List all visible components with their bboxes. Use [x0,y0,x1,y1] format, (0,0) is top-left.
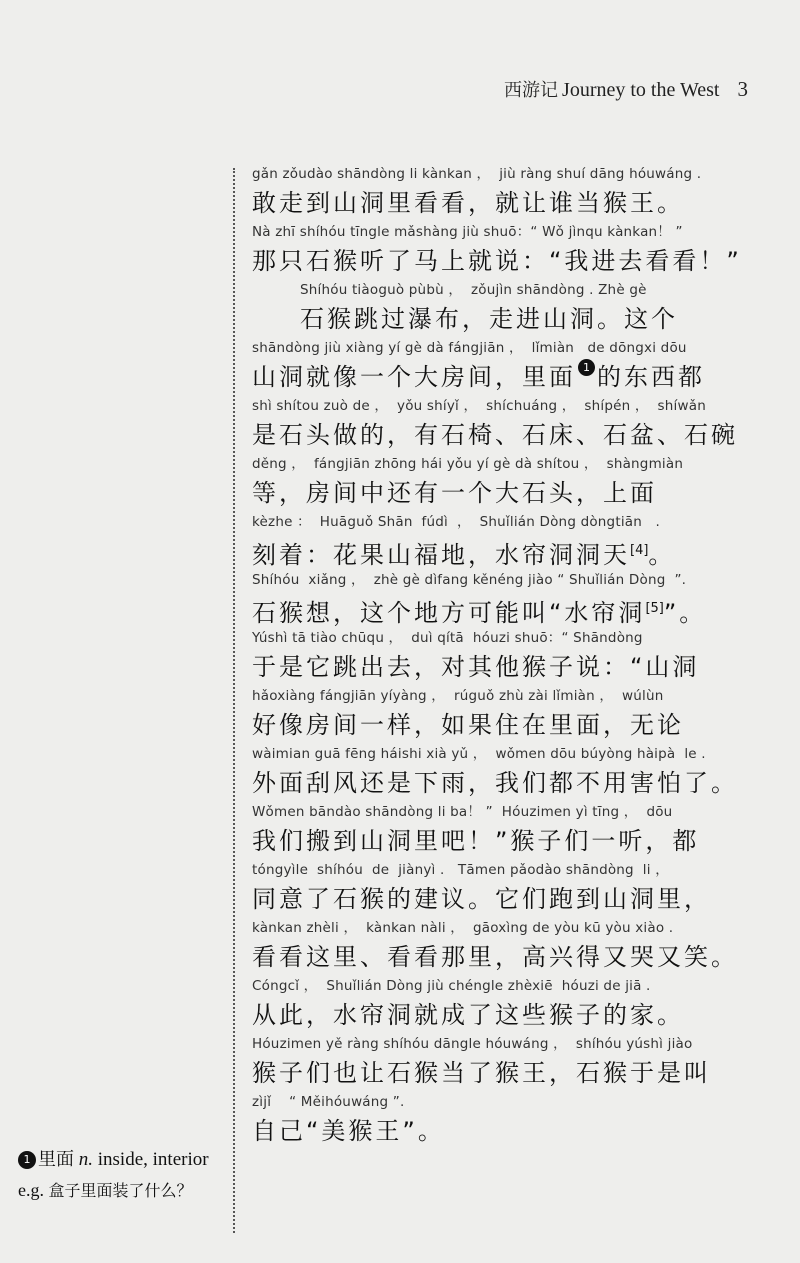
hanzi-line [252,591,762,627]
pinyin-line: děng ， fángjiān zhōng hái yǒu yí gè dà shítou ， shàngmiàn [252,456,684,472]
pinyin-line: Wǒmen bāndào shāndòng li ba！ ” Hóuzimen yì tīng ， dōu [252,804,673,820]
text-line [252,859,762,917]
text-line [252,801,762,859]
story-text [252,163,762,1149]
pinyin-line: shì shítou zuò de ， yǒu shíyǐ ， shíchuáng ， shípén ， shíwǎn [252,398,706,414]
running-header [504,76,748,102]
book-title-chinese: 西游记 [504,80,559,101]
pinyin-line: gǎn zǒudào shāndòng li kànkan ， jiù ràng shuí dāng hóuwáng . [252,166,702,182]
text-line [252,453,762,511]
hanzi-line: 那只石猴听了马上就说：“我进去看看！” [252,247,742,275]
text-line [252,685,762,743]
footnote-gloss: inside, interior [97,1149,209,1170]
pinyin-line: kànkan zhèli ， kànkan nàli ， gāoxìng de yòu kū yòu xiào . [252,920,674,936]
book-title-english: Journey to the West [562,79,720,101]
pinyin-line: zìjǐ “ Měihóuwáng ”. [252,1094,405,1110]
hanzi-line: 好像房间一样，如果住在里面，无论 [252,711,684,739]
hanzi-segment: ”。 [663,599,707,627]
pinyin-line: shāndòng jiù xiàng yí gè dà fángjiān ， lǐmiàn de dōngxi dōu [252,340,687,356]
text-line [252,1033,762,1091]
hanzi-segment: 刻着：花果山福地，水帘洞洞天 [252,541,630,569]
text-line [252,627,762,685]
hanzi-line: 看看这里、看看那里，高兴得又哭又笑。 [252,943,738,971]
pinyin-line: hǎoxiàng fángjiān yíyàng ， rúguǒ zhù zài lǐmiàn ， wúlùn [252,688,664,704]
hanzi-line: 自己“美猴王”。 [252,1117,445,1145]
footnote-marker: 1 [578,359,595,376]
text-line [252,395,762,453]
pinyin-line: Cóngcǐ ， Shuǐlián Dòng jiù chéngle zhèxiē hóuzi de jiā . [252,978,651,994]
text-line [252,569,762,627]
pinyin-line: Hóuzimen yě ràng shíhóu dāngle hóuwáng ， shíhóu yúshì jiào [252,1036,693,1052]
pinyin-line: Shíhóu xiǎng ， zhè gè dìfang kěnéng jiào “ Shuǐlián Dòng ”. [252,572,687,588]
text-line [252,743,762,801]
hanzi-line: 外面刮风还是下雨，我们都不用害怕了。 [252,769,738,797]
pinyin-line: kèzhe ： Huāguǒ Shān fúdì ， Shuǐlián Dòng dòngtiān . [252,514,660,530]
text-line [252,221,762,279]
pinyin-line: wàimian guā fēng háishi xià yǔ ， wǒmen dōu búyòng hàipà le . [252,746,706,762]
footnote-number: 1 [18,1151,36,1169]
text-line [252,511,762,569]
reference-note: [5] [645,601,664,616]
reference-note: [4] [630,543,649,558]
footnote-term: 里面 [38,1149,74,1170]
hanzi-segment: 石猴想，这个地方可能叫“水帘洞 [252,599,646,627]
hanzi-line: 等，房间中还有一个大石头，上面 [252,479,657,507]
text-line [252,917,762,975]
hanzi-line [252,359,762,395]
part-of-speech: n. [78,1149,93,1170]
hanzi-line [252,533,762,569]
hanzi-line: 我们搬到山洞里吧！”猴子们一听，都 [252,827,700,855]
hanzi-line: 是石头做的，有石椅、石床、石盆、石碗 [252,421,738,449]
pinyin-line: Nà zhī shíhóu tīngle mǎshàng jiù shuō：“ Wǒ jìnqu kànkan！ ” [252,224,683,240]
hanzi-line: 猴子们也让石猴当了猴王，石猴于是叫 [252,1059,711,1087]
column-divider [233,168,235,1233]
vocabulary-footnote [18,1145,228,1206]
pinyin-line: Shíhóu tiàoguò pùbù ， zǒujìn shāndòng . Zhè gè [300,282,647,298]
text-line [252,337,762,395]
page-number: 3 [737,77,748,101]
text-line [252,163,762,221]
hanzi-line: 敢走到山洞里看看，就让谁当猴王。 [252,189,684,217]
text-line [252,1091,762,1149]
hanzi-segment: 的东西都 [597,363,705,391]
hanzi-segment: 山洞就像一个大房间，里面 [252,363,576,391]
example-prefix: e.g. [18,1180,44,1200]
example-sentence: 盒子里面装了什么？ [48,1181,193,1200]
hanzi-line: 石猴跳过瀑布，走进山洞。这个 [300,305,678,333]
footnote-definition [18,1145,228,1175]
pinyin-line: tóngyìle shíhóu de jiànyì . Tāmen pǎodào shāndòng li ， [252,862,669,878]
hanzi-line: 从此，水帘洞就成了这些猴子的家。 [252,1001,684,1029]
footnote-example [18,1175,228,1206]
pinyin-line: Yúshì tā tiào chūqu ， duì qítā hóuzi shuō：“ Shāndòng [252,630,643,646]
hanzi-segment: 。 [648,541,676,569]
hanzi-line: 于是它跳出去，对其他猴子说：“山洞 [252,653,700,681]
text-line [252,975,762,1033]
hanzi-line: 同意了石猴的建议。它们跑到山洞里， [252,885,711,913]
text-line [252,279,762,337]
